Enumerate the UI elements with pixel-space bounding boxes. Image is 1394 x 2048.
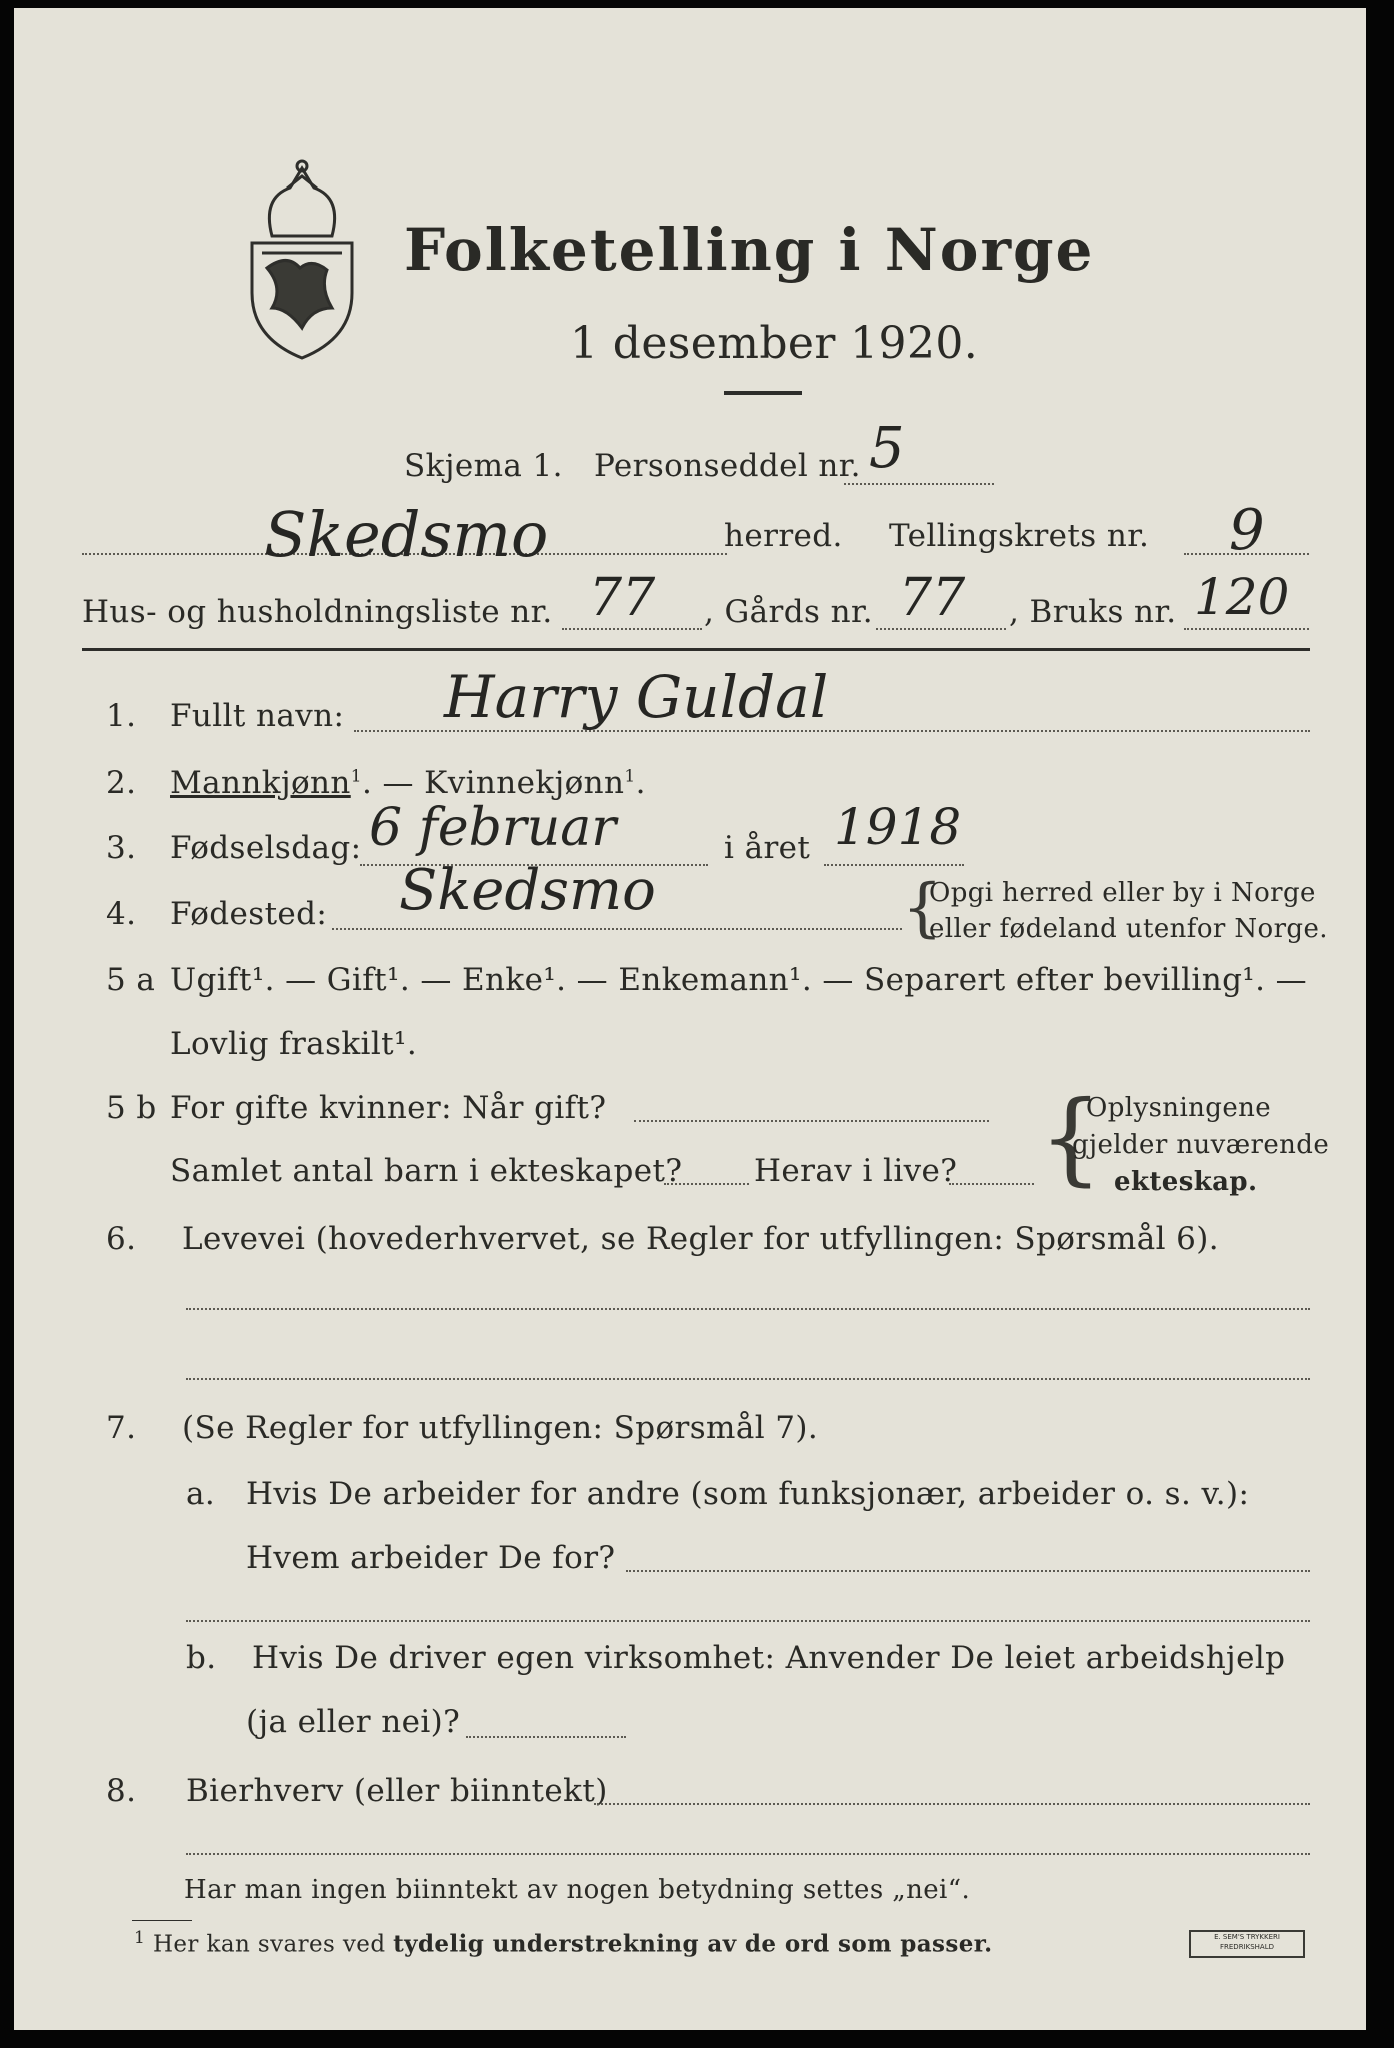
q3-number: 3. [106, 830, 137, 866]
q4-note-line1: Opgi herred eller by i Norge [929, 878, 1316, 908]
q4-line [332, 928, 902, 930]
q3-label: Fødselsdag: [170, 830, 362, 866]
personseddel-number: 5 [869, 416, 905, 481]
q5b-married-line [634, 1120, 989, 1122]
q7a-letter: a. [186, 1476, 216, 1512]
q7b-question: (ja eller nei)? [246, 1704, 461, 1740]
q5b-alive-label: Herav i live? [754, 1153, 958, 1189]
q7-number: 7. [106, 1410, 137, 1446]
q6-line1 [186, 1308, 1310, 1310]
q5b-number: 5 b [106, 1090, 157, 1126]
coat-of-arms-emblem [232, 158, 372, 363]
bruks-label: , Bruks nr. [1009, 594, 1177, 630]
census-form-page [14, 8, 1366, 2030]
q6-label: Levevei (hovederhvervet, se Regler for utfyllingen: Spørsmål 6). [182, 1221, 1220, 1257]
q5b-alive-line [949, 1183, 1034, 1185]
q7a-question: Hvem arbeider De for? [246, 1540, 616, 1576]
q4-label: Fødested: [170, 896, 328, 932]
q5b-married-label: For gifte kvinner: Når gift? [170, 1090, 607, 1126]
bruks-number: 120 [1194, 568, 1290, 626]
q5b-note-line2: gjelder nuværende [1072, 1130, 1330, 1160]
q3-year-label: i året [724, 830, 811, 866]
q2-female-option: Kvinnekjønn [424, 765, 625, 801]
q7a-line2 [186, 1620, 1310, 1622]
form-title: Folketelling i Norge [404, 216, 1095, 284]
q3-date-answer: 6 februar [369, 798, 617, 858]
q1-number: 1. [106, 698, 137, 734]
husliste-number: 77 [589, 568, 656, 628]
tellingskrets-label: Tellingskrets nr. [889, 518, 1150, 554]
herred-label: herred. [724, 518, 843, 554]
q8-note: Har man ingen biinntekt av nogen betydning settes „nei“. [184, 1875, 971, 1905]
q5b-children-label: Samlet antal barn i ekteskapet? [170, 1153, 683, 1189]
q7b-letter: b. [186, 1640, 217, 1676]
q4-number: 4. [106, 896, 137, 932]
q5b-brace: { [1039, 1079, 1103, 1196]
q7b-line [466, 1736, 626, 1738]
q5b-note-line1: Oplysningene [1086, 1093, 1272, 1123]
q5b-note-line3: ekteskap. [1114, 1167, 1258, 1197]
q2-male-option: Mannkjønn [170, 765, 351, 801]
title-divider [724, 391, 802, 395]
q8-label: Bierhverv (eller biinntekt) [186, 1773, 608, 1809]
q3-year-line [824, 864, 964, 866]
gards-line [876, 628, 1006, 630]
q4-note-line2: eller fødeland utenfor Norge. [929, 914, 1328, 944]
husliste-label: Hus- og husholdningsliste nr. [82, 594, 553, 630]
q2-number: 2. [106, 765, 137, 801]
schema-label: Skjema 1. [404, 448, 563, 484]
q3-year-answer: 1918 [834, 798, 962, 856]
bruks-line [1184, 628, 1309, 630]
printer-stamp: E. SEM'S TRYKKERI FREDRIKSHALD [1189, 1930, 1305, 1958]
tellingskrets-number: 9 [1229, 498, 1265, 563]
q6-number: 6. [106, 1221, 137, 1257]
personseddel-label: Personseddel nr. [594, 448, 861, 484]
q2-label: Mannkjønn$^1$. — Kvinnekjønn$^1$. [170, 765, 646, 801]
q7a-label: Hvis De arbeider for andre (som funksjonær, arbeider o. s. v.): [246, 1476, 1250, 1512]
q1-label: Fullt navn: [170, 698, 345, 734]
q5a-number: 5 a [106, 962, 156, 998]
header-rule [82, 648, 1310, 651]
form-date: 1 desember 1920. [570, 318, 979, 369]
q8-number: 8. [106, 1773, 137, 1809]
q5b-children-line [664, 1183, 749, 1185]
q6-line2 [186, 1378, 1310, 1380]
q8-line1 [594, 1803, 1310, 1805]
q7-label: (Se Regler for utfyllingen: Spørsmål 7). [182, 1410, 819, 1446]
gards-label: , Gårds nr. [704, 594, 874, 630]
q7b-label: Hvis De driver egen virksomhet: Anvender De leiet arbeidshjelp [252, 1640, 1286, 1676]
husliste-line [562, 628, 702, 630]
q4-answer: Skedsmo [399, 858, 656, 923]
q5a-options-cont: Lovlig fraskilt¹. [170, 1026, 418, 1062]
q7a-line1 [626, 1570, 1310, 1572]
q4-brace: { [902, 871, 943, 945]
q8-line2 [186, 1853, 1310, 1855]
herred-name: Skedsmo [264, 498, 549, 571]
footnote: $^1$ Her kan svares ved tydelig understrekning av de ord som passer. [134, 1928, 993, 1958]
personseddel-line [844, 483, 994, 485]
footnote-rule [132, 1920, 192, 1921]
q5a-options: Ugift¹. — Gift¹. — Enke¹. — Enkemann¹. — Separert efter bevilling¹. — [170, 962, 1308, 998]
q1-answer: Harry Guldal [444, 663, 829, 731]
gards-number: 77 [899, 568, 966, 628]
